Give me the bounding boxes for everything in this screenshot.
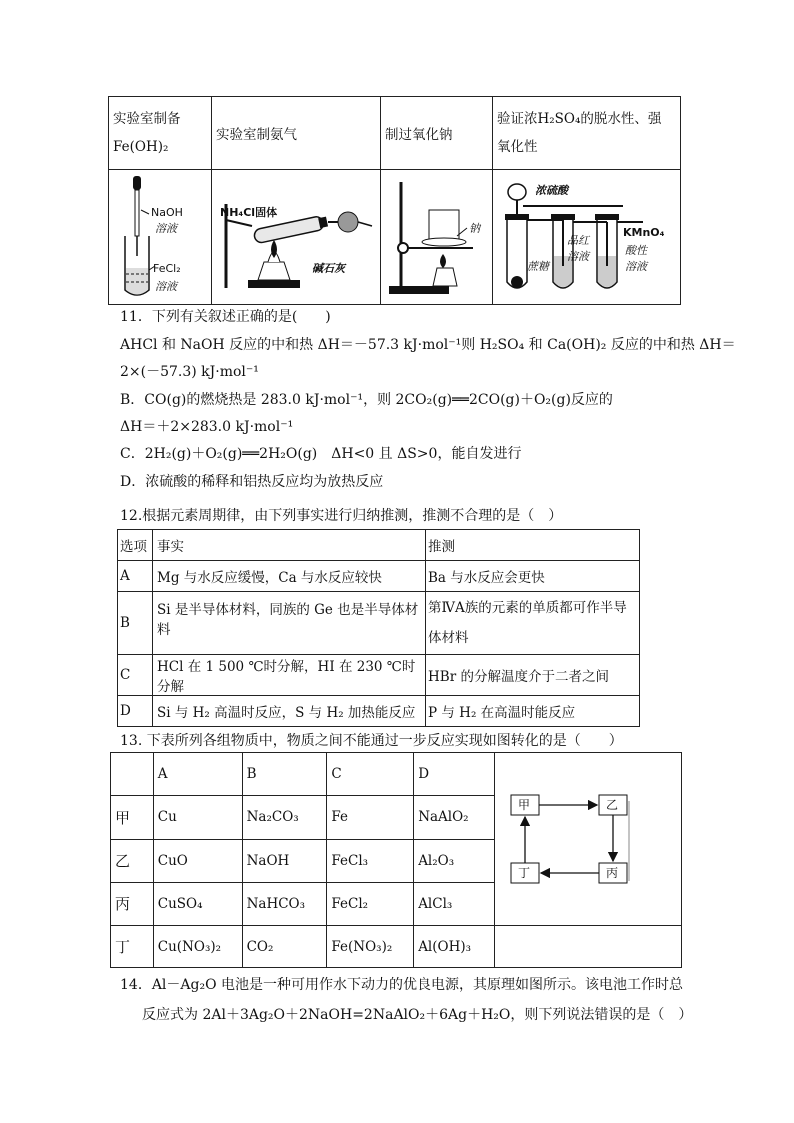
q10-header-c: 制过氧化钠 bbox=[381, 97, 493, 170]
q13-cell: AlCl₃ bbox=[414, 882, 495, 925]
q10-figure-b bbox=[212, 170, 381, 305]
q12-cell-guess: Ba 与水反应会更快 bbox=[426, 561, 640, 592]
fecl2-label: FeCl₂ bbox=[153, 262, 181, 275]
q12-cell-opt: A bbox=[118, 561, 153, 592]
nh4cl-label: NH₄Cl固体 bbox=[220, 206, 278, 219]
diagram-node-bing: 丙 bbox=[606, 866, 619, 880]
q13-row-label: 乙 bbox=[111, 839, 154, 882]
kmno4-acidic-label: 酸性 bbox=[625, 244, 647, 257]
q11-option-b-line2: ΔH＝＋2×283.0 kJ·mol⁻¹ bbox=[120, 419, 294, 435]
fecl2-solution-label: 溶液 bbox=[155, 280, 177, 293]
diagram-node-ding: 丁 bbox=[518, 866, 531, 880]
q10-header-b: 实验室制氨气 bbox=[212, 97, 381, 170]
q12-cell-opt: C bbox=[118, 655, 153, 696]
table-row bbox=[118, 696, 640, 727]
kmno4-label: KMnO₄ bbox=[623, 226, 665, 239]
q13-cell: Al(OH)₃ bbox=[414, 926, 495, 968]
naoh-solution-label: 溶液 bbox=[155, 222, 177, 235]
q14-line1: 14．Al－Ag₂O 电池是一种可用作水下动力的优良电源，其原理如图所示。该电池工作时总 bbox=[120, 977, 684, 993]
q12-cell-guess: P 与 H₂ 在高温时能反应 bbox=[426, 696, 640, 727]
ammonia-apparatus-figure bbox=[212, 170, 380, 300]
soda-lime-label: 碱石灰 bbox=[312, 262, 345, 275]
table-row bbox=[118, 561, 640, 592]
sucrose-label: 蔗糖 bbox=[527, 260, 549, 273]
q12-cell-opt: B bbox=[118, 592, 153, 655]
q13-cell: CuSO₄ bbox=[153, 882, 242, 925]
q12-table bbox=[117, 529, 640, 727]
q13-cell: NaHCO₃ bbox=[242, 882, 327, 925]
q12-header-fact: 事实 bbox=[153, 530, 426, 561]
table-row bbox=[111, 926, 682, 968]
conc-acid-label: 浓硫酸 bbox=[535, 184, 568, 197]
q13-cell: Al₂O₃ bbox=[414, 839, 495, 882]
fuchsine-label: 品红 bbox=[567, 234, 589, 247]
q13-header-row bbox=[111, 753, 682, 796]
q10-header-d: 验证浓H₂SO₄的脱水性、强 氧化性 bbox=[493, 97, 681, 170]
q13-stem: 13. 下表所列各组物质中，物质之间不能通过一步反应实现如图转化的是（ ） bbox=[120, 733, 623, 749]
table-row bbox=[118, 655, 640, 696]
q11-option-a-line1: AHCl 和 NaOH 反应的中和热 ΔH＝－57.3 kJ·mol⁻¹则 H₂SO₄ 和 Ca(OH)₂ 反应的中和热 ΔH＝ bbox=[120, 337, 736, 353]
q13-corner-cell bbox=[111, 753, 154, 796]
q13-cell: Fe bbox=[327, 796, 414, 839]
q10-figure-d bbox=[493, 170, 681, 305]
q12-cell-opt: D bbox=[118, 696, 153, 727]
q12-header-guess: 推测 bbox=[426, 530, 640, 561]
q12-header-row bbox=[118, 530, 640, 561]
q13-row-label: 丙 bbox=[111, 882, 154, 925]
q13-cell: Fe(NO₃)₂ bbox=[327, 926, 414, 968]
q12-cell-fact: HCl 在 1 500 ℃时分解，HI 在 230 ℃时分解 bbox=[153, 655, 426, 696]
q13-empty-cell bbox=[495, 926, 682, 968]
q12-cell-guess: 第ⅣA族的元素的单质都可作半导 体材料 bbox=[426, 592, 640, 655]
q12-cell-fact: Si 是半导体材料，同族的 Ge 也是半导体材料 bbox=[153, 592, 426, 655]
q13-diagram-cell bbox=[495, 753, 682, 926]
q13-col-d: D bbox=[414, 753, 495, 796]
q11-option-a-line2: 2×(－57.3) kJ·mol⁻¹ bbox=[120, 364, 259, 380]
q14-line2: 反应式为 2Al＋3Ag₂O＋2NaOH=2NaAlO₂＋6Ag＋H₂O，则下列说法错误的是（ ） bbox=[142, 1007, 693, 1023]
q10-table bbox=[108, 96, 681, 305]
q13-cell: CO₂ bbox=[242, 926, 327, 968]
q11-option-c: C．2H₂(g)＋O₂(g)══2H₂O(g) ΔH<0 且 ΔS>0，能自发进行 bbox=[120, 446, 522, 462]
sodium-label: 钠 bbox=[469, 222, 480, 235]
q12-cell-guess: HBr 的分解温度介于二者之间 bbox=[426, 655, 640, 696]
kmno4-solution-label: 溶液 bbox=[625, 260, 647, 273]
q12-stem: 12.根据元素周期律，由下列事实进行归纳推测，推测不合理的是（ ） bbox=[120, 508, 563, 524]
table-row bbox=[118, 592, 640, 655]
q13-col-a: A bbox=[153, 753, 242, 796]
q13-cell: NaOH bbox=[242, 839, 327, 882]
q10-figure-c bbox=[381, 170, 493, 305]
q13-cell: Cu bbox=[153, 796, 242, 839]
q12-header-option: 选项 bbox=[118, 530, 153, 561]
q13-row-label: 甲 bbox=[111, 796, 154, 839]
fuchsine-solution-label: 溶液 bbox=[567, 250, 589, 263]
q13-col-c: C bbox=[327, 753, 414, 796]
diagram-node-yi: 乙 bbox=[606, 798, 619, 812]
naoh-label: NaOH bbox=[151, 206, 183, 219]
q13-cell: CuO bbox=[153, 839, 242, 882]
q13-cell: Cu(NO₃)₂ bbox=[153, 926, 242, 968]
q13-col-b: B bbox=[242, 753, 327, 796]
q12-cell-fact: Si 与 H₂ 高温时反应，S 与 H₂ 加热能反应 bbox=[153, 696, 426, 727]
q12-cell-fact: Mg 与水反应缓慢，Ca 与水反应较快 bbox=[153, 561, 426, 592]
q10-header-a: 实验室制备 Fe(OH)₂ bbox=[109, 97, 212, 170]
q13-row-label: 丁 bbox=[111, 926, 154, 968]
q11-option-b-line1: B．CO(g)的燃烧热是 283.0 kJ·mol⁻¹，则 2CO₂(g)══2CO(g)＋O₂(g)反应的 bbox=[120, 392, 613, 408]
q11-stem: 11．下列有关叙述正确的是( ) bbox=[120, 309, 331, 325]
q13-cell: Na₂CO₃ bbox=[242, 796, 327, 839]
q13-cell: FeCl₃ bbox=[327, 839, 414, 882]
q13-table bbox=[110, 752, 682, 968]
diagram-node-jia: 甲 bbox=[518, 798, 531, 812]
q13-cell: FeCl₂ bbox=[327, 882, 414, 925]
q11-option-d: D．浓硫酸的稀释和铝热反应均为放热反应 bbox=[120, 474, 384, 490]
conversion-diagram bbox=[495, 753, 681, 921]
q10-figure-a bbox=[109, 170, 212, 305]
q13-cell: NaAlO₂ bbox=[414, 796, 495, 839]
